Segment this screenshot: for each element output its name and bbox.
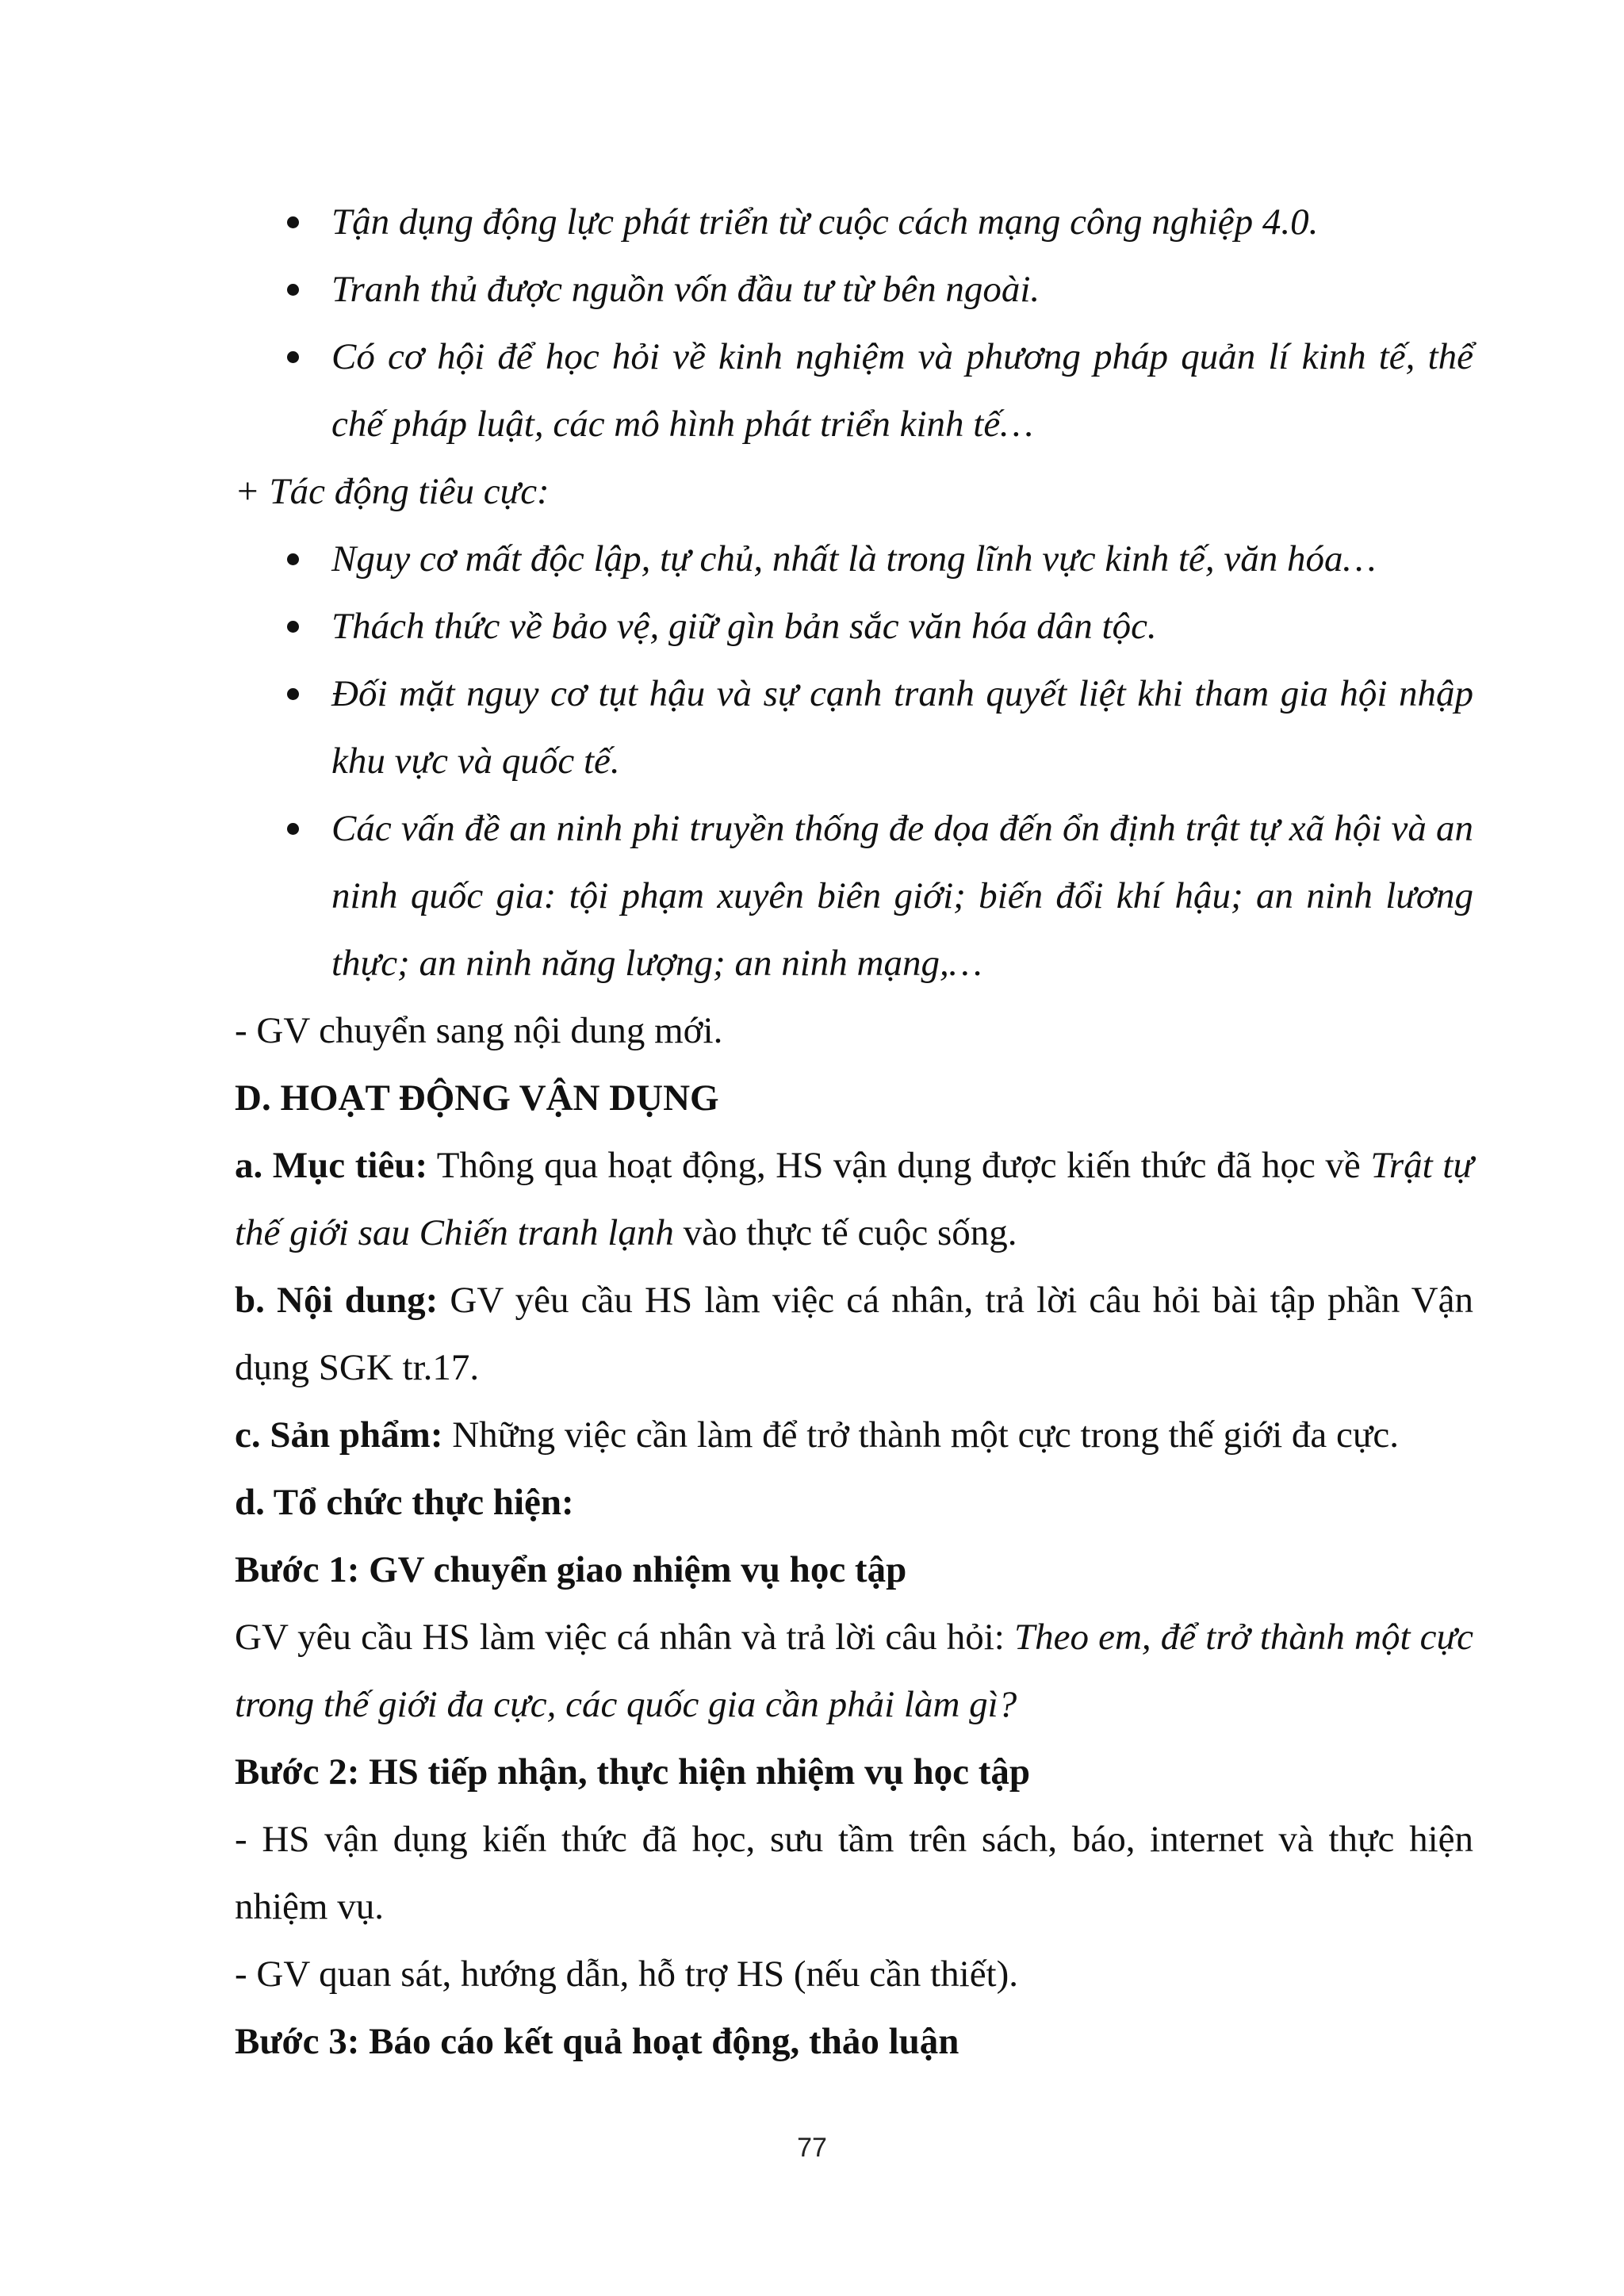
content-text: GV yêu cầu HS làm việc cá nhân, trả lời câu hỏi bài tập phần Vận dụng SGK tr.17. [235, 1280, 1473, 1388]
content-label: b. Nội dung: [235, 1280, 439, 1321]
step2-line2: - GV quan sát, hướng dẫn, hỗ trợ HS (nếu cần thiết). [235, 1954, 1019, 1995]
organization-heading: d. Tổ chức thực hiện: [235, 1482, 574, 1523]
bullet-text: Đối mặt nguy cơ tụt hậu và sự cạnh tranh quyết liệt khi tham gia hội nhập khu vực và quốc tế. [331, 673, 1473, 782]
bullet-text: Tranh thủ được nguồn vốn đầu tư từ bên ngoài. [331, 269, 1040, 310]
objective-text-before: Thông qua hoạt động, HS vận dụng được kiến thức đã học về [427, 1145, 1371, 1186]
product-label: c. Sản phẩm: [235, 1414, 443, 1456]
negative-impact-list [235, 526, 1473, 997]
list-item [235, 660, 1473, 795]
bullet-icon [287, 621, 299, 633]
product-text: Những việc cần làm để trở thành một cực trong thế giới đa cực. [442, 1414, 1399, 1456]
objective-text-after: vào thực tế cuộc sống. [673, 1212, 1017, 1253]
objective-label: a. Mục tiêu: [235, 1145, 428, 1186]
step1-heading: Bước 1: GV chuyển giao nhiệm vụ học tập [235, 1549, 907, 1590]
step1-text-before: GV yêu cầu HS làm việc cá nhân và trả lời câu hỏi: [235, 1617, 1014, 1658]
list-item [235, 323, 1473, 458]
page-content [235, 189, 1473, 2076]
bullet-icon [287, 284, 299, 296]
content-paragraph [235, 1267, 1473, 1402]
objective-text-italic: Trật tự thế giới sau Chiến tranh lạnh [235, 1145, 1473, 1253]
list-item [235, 189, 1473, 256]
bullet-icon [287, 216, 299, 228]
negative-impact-heading: + Tác động tiêu cực: [235, 471, 550, 512]
list-item [235, 795, 1473, 997]
bullet-icon [287, 823, 299, 835]
step2-heading: Bước 2: HS tiếp nhận, thực hiện nhiệm vụ học tập [235, 1751, 1030, 1793]
step1-text-italic: Theo em, để trở thành một cực trong thế giới đa cực, các quốc gia cần phải làm gì? [235, 1617, 1474, 1725]
product-paragraph [235, 1402, 1473, 1469]
gv-transition-text: - GV chuyển sang nội dung mới. [235, 1010, 723, 1051]
bullet-text: Tận dụng động lực phát triển từ cuộc cách mạng công nghiệp 4.0. [331, 201, 1319, 243]
bullet-icon [287, 351, 299, 363]
step2-line1: - HS vận dụng kiến thức đã học, sưu tầm trên sách, báo, internet và thực hiện nhiệm vụ. [235, 1819, 1473, 1927]
objective-paragraph [235, 1132, 1473, 1267]
section-heading: D. HOẠT ĐỘNG VẬN DỤNG [235, 1077, 719, 1119]
bullet-text: Các vấn đề an ninh phi truyền thống đe dọa đến ổn định trật tự xã hội và an ninh quốc gia: tội phạm xuyên biên giới; biến đổi khí hậu; an ninh lương thực; an ninh năng lượng; an ninh mạng,… [331, 808, 1473, 984]
bullet-text: Thách thức về bảo vệ, giữ gìn bản sắc văn hóa dân tộc. [331, 606, 1157, 647]
bullet-text: Nguy cơ mất độc lập, tự chủ, nhất là trong lĩnh vực kinh tế, văn hóa… [331, 538, 1377, 580]
list-item [235, 526, 1473, 593]
positive-impact-list [235, 189, 1473, 458]
step3-heading: Bước 3: Báo cáo kết quả hoạt động, thảo luận [235, 2021, 959, 2062]
list-item [235, 256, 1473, 323]
step1-paragraph [235, 1604, 1473, 1739]
bullet-text: Có cơ hội để học hỏi về kinh nghiệm và phương pháp quản lí kinh tế, thể chế pháp luật, các mô hình phát triển kinh tế… [331, 336, 1473, 445]
bullet-icon [287, 553, 299, 565]
list-item [235, 593, 1473, 660]
bullet-icon [287, 688, 299, 700]
page-number: 77 [797, 2133, 827, 2163]
